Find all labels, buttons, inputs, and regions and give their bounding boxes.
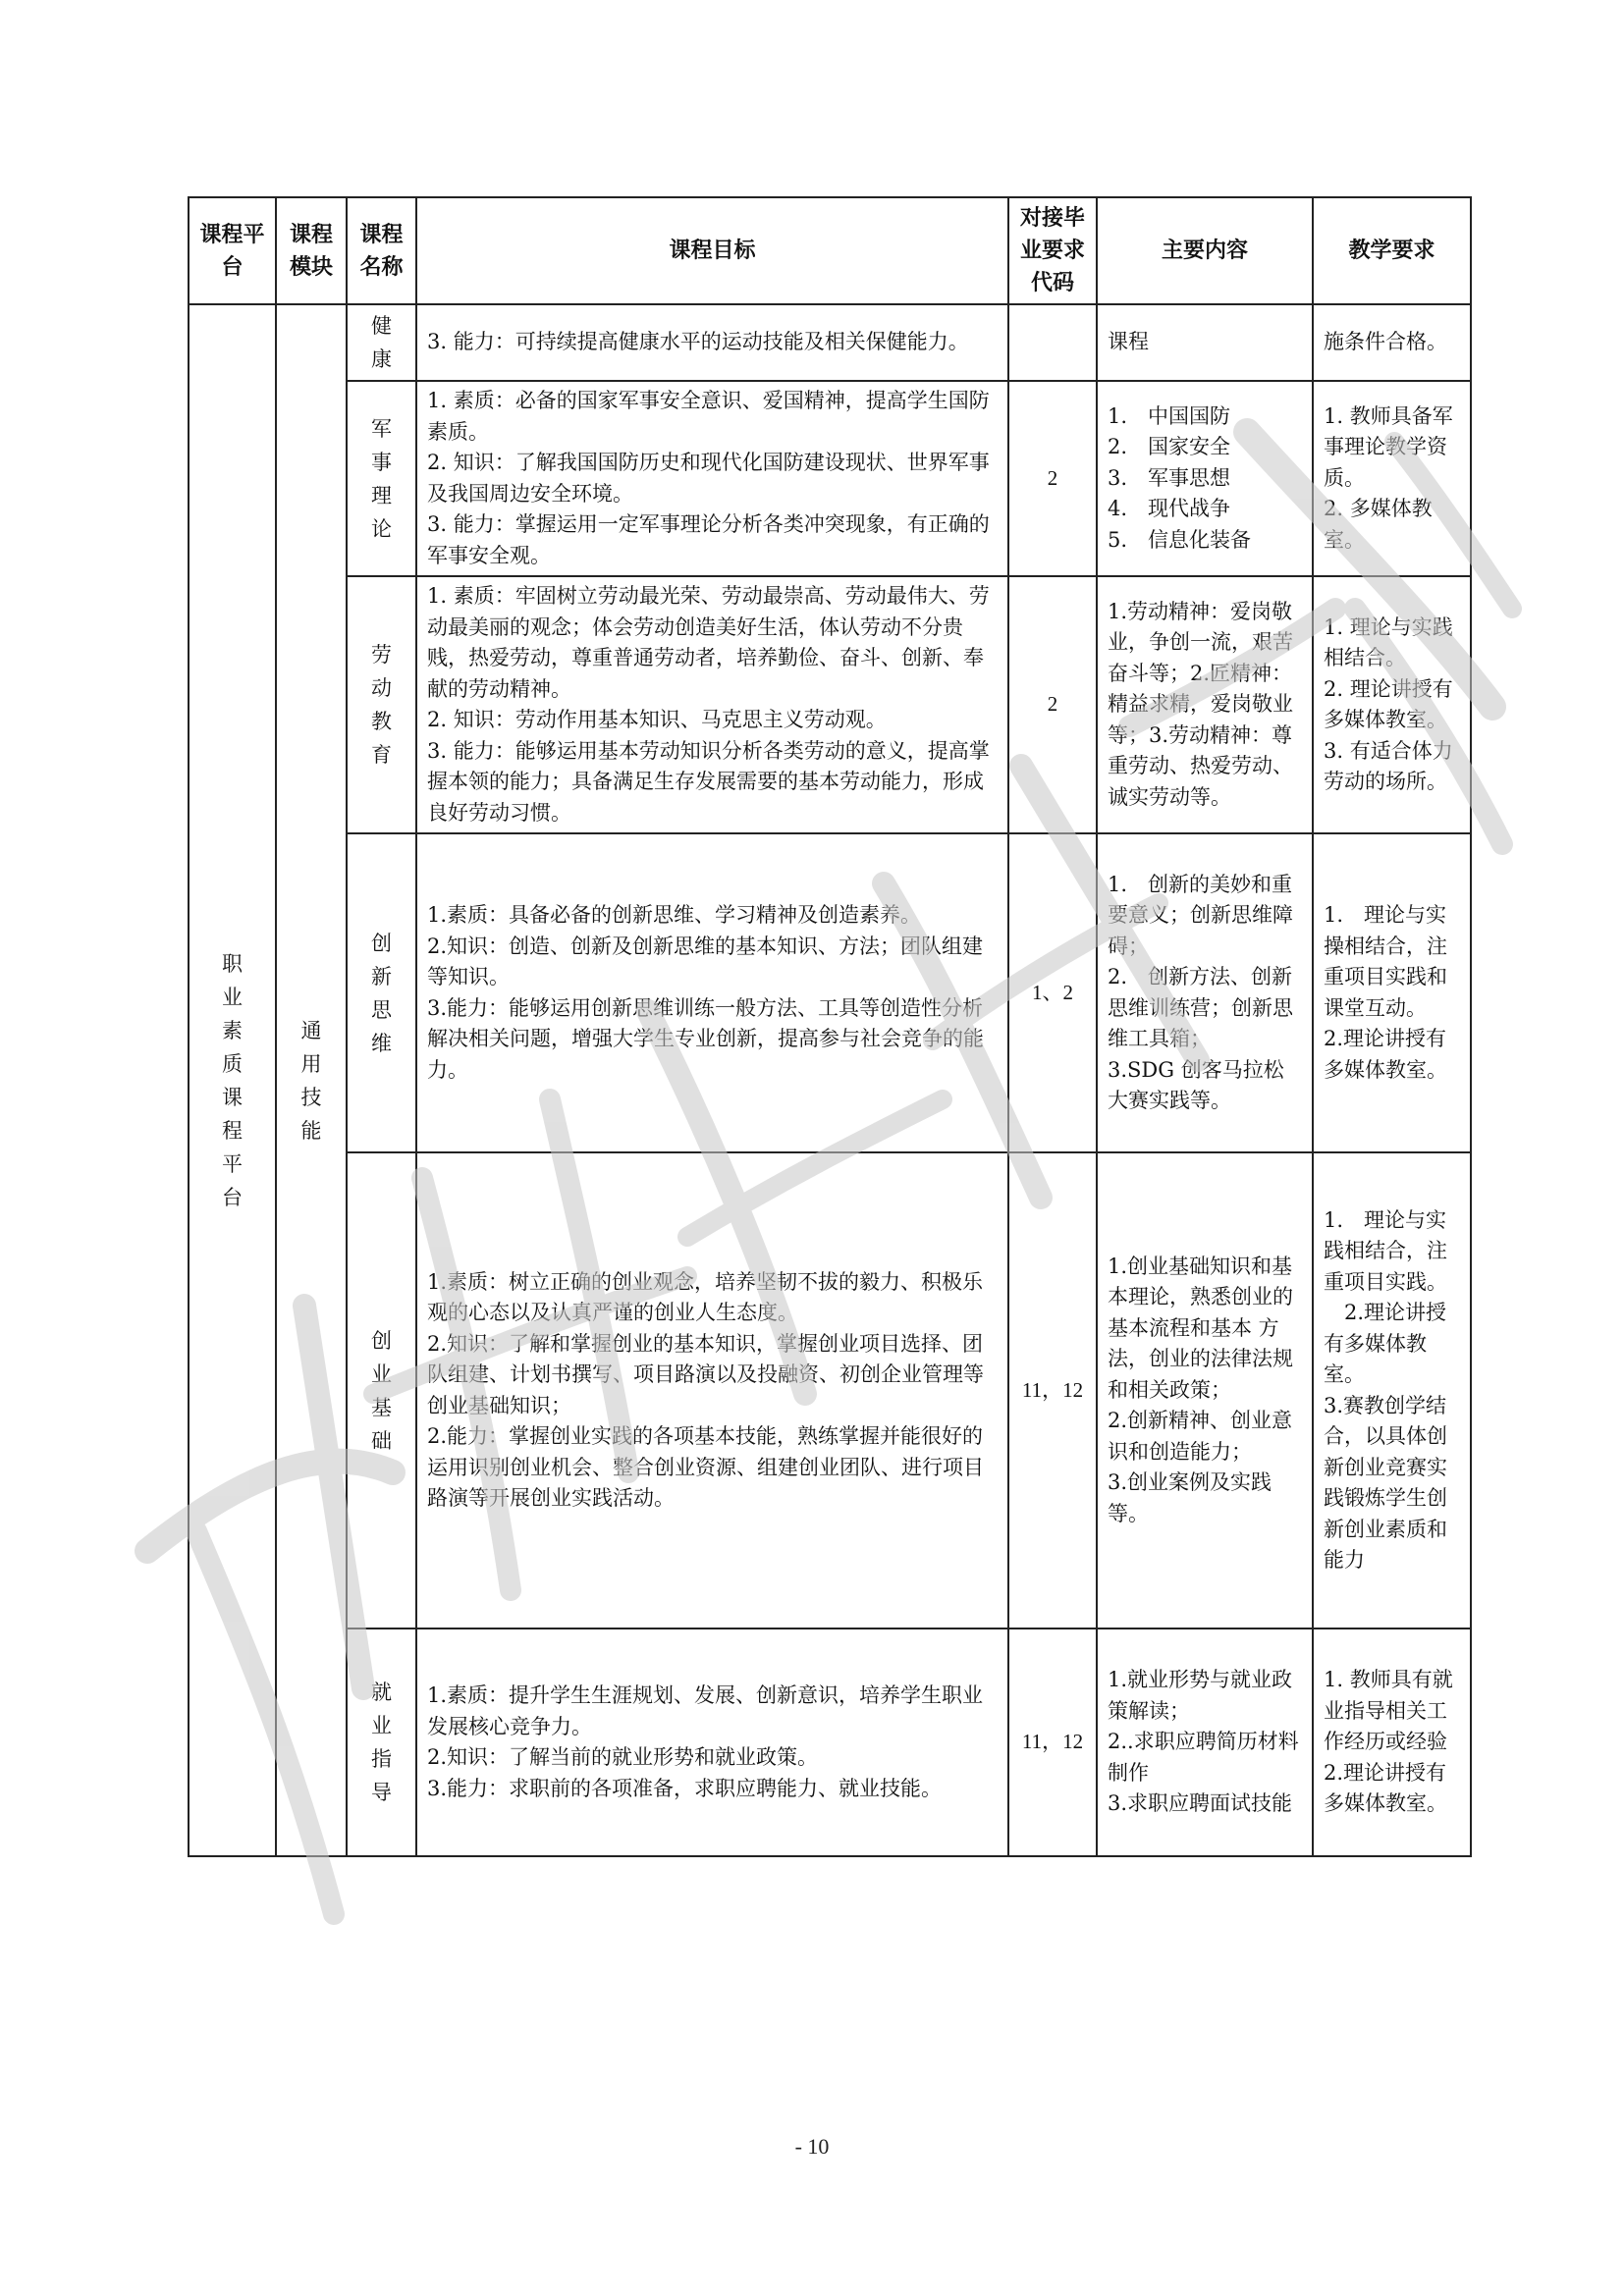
course-name: 健康 — [371, 314, 392, 371]
course-requirement-cell — [1313, 1152, 1471, 1629]
course-requirement-cell — [1313, 381, 1471, 576]
course-requirement: 1. 理论与实践相结合。 2. 理论讲授有多媒体教室。 3. 有适合体力劳动的场所。 — [1324, 614, 1453, 793]
course-content: 1. 中国国防 2. 国家安全 3. 军事思想 4. 现代战争 5. 信息化装备 — [1108, 403, 1252, 552]
course-code-cell — [1008, 576, 1097, 833]
course-content-cell — [1097, 576, 1313, 833]
course-goal: 1.素质：树立正确的创业观念，培养坚韧不拔的毅力、积极乐观的心态以及认真严谨的创业人生态度。 2.知识：了解和掌握创业的基本知识，掌握创业项目选择、团队组建、计划书撰写、项目路演以及投融资、初创企业管理等创业基础知识； 2.能力：掌握创业实践的各项基本技能，熟练掌握并能很好的运用识别创业机会、整合创业资源、组建创业团队、进行项目路演等开展创业实践活动。 — [427, 1269, 984, 1510]
course-goal: 1. 素质：必备的国家军事安全意识、爱国精神，提高学生国防素质。 2. 知识：了解我国国防历史和现代化国防建设现状、世界军事及我国周边安全环境。 3. 能力：掌握运用一定军事理论分析各类冲突现象，有正确的军事安全观。 — [427, 389, 990, 567]
course-content-cell — [1097, 833, 1313, 1152]
header-platform: 课程平台 — [189, 197, 276, 304]
course-requirement-cell — [1313, 576, 1471, 833]
course-code: 11，12 — [1021, 1377, 1084, 1402]
course-name-cell — [347, 576, 416, 833]
table-row — [189, 1629, 1471, 1856]
course-goal: 1. 素质：牢固树立劳动最光荣、劳动最崇高、劳动最伟大、劳动最美丽的观念；体会劳动创造美好生活，体认劳动不分贵贱，热爱劳动，尊重普通劳动者，培养勤俭、奋斗、创新、奉献的劳动精神。 2. 知识：劳动作用基本知识、马克思主义劳动观。 3. 能力：能够运用基本劳动知识分析各类劳动的意义，提高掌握本领的能力；具备满足生存发展需要的基本劳动能力，形成良好劳动习惯。 — [427, 584, 990, 825]
course-name: 劳动教育 — [371, 643, 392, 767]
course-code-cell — [1008, 1629, 1097, 1856]
course-goal-cell — [416, 1152, 1008, 1629]
course-goal-cell — [416, 304, 1008, 381]
course-goal: 1.素质：提升学生生涯规划、发展、创新意识，培养学生职业发展核心竞争力。 2.知识：了解当前的就业形势和就业政策。 3.能力：求职前的各项准备，求职应聘能力、就业技能。 — [427, 1683, 984, 1800]
platform-value: 职业素质课程平台 — [222, 951, 243, 1209]
course-code-cell — [1008, 304, 1097, 381]
course-requirement: 1. 理论与实操相结合，注重项目实践和课堂互动。 2.理论讲授有多媒体教室。 — [1324, 903, 1447, 1082]
course-requirement: 1. 教师具备军事理论教学资质。 2. 多媒体教室。 — [1324, 403, 1453, 552]
course-name-cell — [347, 381, 416, 576]
table-row — [189, 1152, 1471, 1629]
course-content-cell — [1097, 1629, 1313, 1856]
course-code: 1、2 — [1032, 980, 1073, 1004]
page-number: - 10 — [794, 2134, 830, 2159]
course-name: 创业基础 — [371, 1328, 392, 1453]
course-name-cell — [347, 833, 416, 1152]
course-content: 1.就业形势与就业政策解读； 2..求职应聘简历材料制作 3.求职应聘面试技能 — [1108, 1668, 1299, 1816]
course-name: 军事理论 — [371, 416, 392, 541]
course-code: 11，12 — [1021, 1730, 1084, 1754]
course-content: 1. 创新的美妙和重要意义；创新思维障碍； 2. 创新方法、创新思维训练营；创新思维工具箱； 3.SDG 创客马拉松大赛实践等。 — [1108, 872, 1293, 1112]
course-code: 2 — [1047, 692, 1058, 717]
course-content-cell — [1097, 1152, 1313, 1629]
course-code: 2 — [1047, 465, 1058, 490]
course-content: 1.创业基础知识和基本理论，熟悉创业的基本流程和基本 方法，创业的法律法规和相关政策； 2.创新精神、创业意识和创造能力； 3.创业案例及实践等。 — [1108, 1254, 1293, 1525]
header-goal: 课程目标 — [416, 197, 1008, 304]
course-requirement-cell — [1313, 833, 1471, 1152]
course-goal-cell — [416, 381, 1008, 576]
course-requirement: 1. 理论与实践相结合，注重项目实践。 2.理论讲授有多媒体教室。 3.赛教创学结合，以具体创新创业竞赛实践锻炼学生创新创业素质和能力 — [1324, 1207, 1447, 1572]
course-content-cell — [1097, 381, 1313, 576]
header-content: 主要内容 — [1097, 197, 1313, 304]
course-name: 创新思维 — [371, 931, 392, 1055]
table-row — [189, 381, 1471, 576]
course-requirement: 施条件合格。 — [1324, 330, 1447, 354]
course-goal: 1.素质：具备必备的创新思维、学习精神及创造素养。 2.知识：创造、创新及创新思维的基本知识、方法；团队组建等知识。 3.能力：能够运用创新思维训练一般方法、工具等创造性分析解决相关问题，增强大学生专业创新，提高参与社会竞争的能力。 — [427, 903, 984, 1082]
course-code-cell — [1008, 1152, 1097, 1629]
table-row — [189, 833, 1471, 1152]
curriculum-table — [188, 196, 1472, 1857]
module-cell — [276, 304, 347, 1856]
course-code-cell — [1008, 833, 1097, 1152]
course-goal-cell — [416, 1629, 1008, 1856]
course-goal: 3. 能力：可持续提高健康水平的运动技能及相关保健能力。 — [427, 330, 969, 354]
course-code-cell — [1008, 381, 1097, 576]
course-name: 就业指导 — [371, 1681, 392, 1804]
course-content-cell — [1097, 304, 1313, 381]
course-name-cell — [347, 304, 416, 381]
course-goal-cell — [416, 576, 1008, 833]
course-content: 1.劳动精神：爱岗敬业，争创一流，艰苦奋斗等；2.匠精神：精益求精，爱岗敬业等；3.劳动精神：尊重劳动、热爱劳动、诚实劳动等。 — [1108, 599, 1293, 809]
header-code: 对接毕业要求代码 — [1008, 197, 1097, 304]
table-row — [189, 576, 1471, 833]
header-requirement: 教学要求 — [1313, 197, 1471, 304]
course-goal-cell — [416, 833, 1008, 1152]
course-content: 课程 — [1108, 330, 1149, 354]
table-row — [189, 304, 1471, 381]
course-requirement-cell — [1313, 1629, 1471, 1856]
module-value: 通用技能 — [300, 1018, 322, 1143]
platform-cell — [189, 304, 276, 1856]
header-module: 课程模块 — [276, 197, 347, 304]
header-name: 课程名称 — [347, 197, 416, 304]
course-requirement-cell — [1313, 304, 1471, 381]
course-requirement: 1. 教师具有就业指导相关工作经历或经验 2.理论讲授有多媒体教室。 — [1324, 1668, 1453, 1816]
table-header-row — [189, 197, 1471, 304]
course-name-cell — [347, 1152, 416, 1629]
course-name-cell — [347, 1629, 416, 1856]
